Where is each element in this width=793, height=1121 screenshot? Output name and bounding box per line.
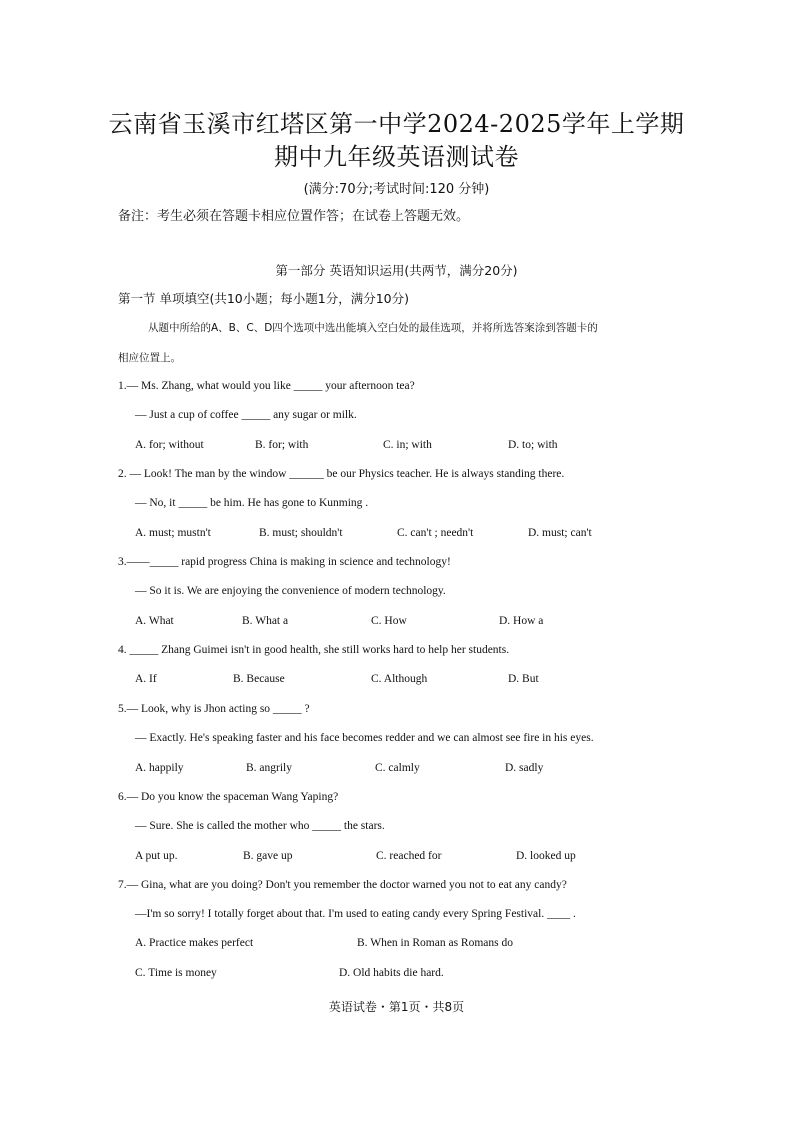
option-a: A. must; mustn't [135,527,211,539]
question-stem: 2. — Look! The man by the window ______ be our Physics teacher. He is always standing there. [118,468,565,480]
option-c: C. Although [371,673,428,685]
part-title: 第一部分 英语知识运用(共两节，满分20分) [275,263,518,278]
option-c: C. How [371,615,407,627]
question-stem: 7.— Gina, what are you doing? Don't you remember the doctor warned you not to eat any candy? [118,879,567,891]
option-c: C. can't ; needn't [397,527,474,539]
option-d: D. looked up [516,850,576,862]
option-d: D. sadly [505,762,544,774]
instruction-line-1: 从题中所给的A、B、C、D四个选项中选出能填入空白处的最佳选项，并将所选答案涂到答题卡的 [148,322,598,334]
question-reply: — Exactly. He's speaking faster and his face becomes redder and we can almost see fire in his eyes. [135,732,594,744]
question-reply: — No, it _____ be him. He has gone to Kunming . [135,497,369,509]
option-a: A put up. [135,850,178,862]
option-a: A. If [135,673,157,685]
option-d: D. Old habits die hard. [339,967,444,979]
section-title: 第一节 单项填空(共10小题；每小题1分，满分10分) [118,291,409,306]
option-b: B. angrily [246,762,292,774]
option-b: B. must; shouldn't [259,527,343,539]
option-b: B. Because [233,673,285,685]
option-d: D. But [508,673,539,685]
page-footer: 英语试卷・第1页・共8页 [328,1000,465,1014]
question-reply: —I'm so sorry! I totally forget about that. I'm used to eating candy every Spring Festival. ____ . [135,908,576,920]
option-c: C. calmly [375,762,420,774]
question-stem: 5.— Look, why is Jhon acting so _____ ? [118,703,310,715]
exam-note: 备注：考生必须在答题卡相应位置作答；在试卷上答题无效。 [118,209,470,224]
option-d: D. to; with [508,439,558,451]
option-a: A. for; without [135,439,204,451]
option-a: A. What [135,615,174,627]
option-b: B. gave up [243,850,293,862]
exam-title-line-1: 云南省玉溪市红塔区第一中学2024-2025学年上学期 [108,110,685,138]
option-a: A. Practice makes perfect [135,937,254,949]
option-b: B. When in Roman as Romans do [357,937,513,949]
option-d: D. must; can't [528,527,592,539]
question-stem: 3.——_____ rapid progress China is making in science and technology! [118,556,451,568]
option-d: D. How a [499,615,544,627]
question-reply: — So it is. We are enjoying the convenience of modern technology. [135,585,446,597]
option-c: C. in; with [383,439,432,451]
option-a: A. happily [135,762,184,774]
question-stem: 1.— Ms. Zhang, what would you like _____ your afternoon tea? [118,380,415,392]
option-c: C. reached for [376,850,442,862]
question-stem: 4. _____ Zhang Guimei isn't in good health, she still works hard to help her students. [118,644,510,656]
exam-title-line-2: 期中九年级英语测试卷 [274,143,519,171]
option-b: B. for; with [255,439,309,451]
exam-subtitle: (满分:70分;考试时间:120 分钟) [303,182,490,197]
question-reply: — Sure. She is called the mother who _____ the stars. [135,820,385,832]
question-stem: 6.— Do you know the spaceman Wang Yaping? [118,791,339,803]
option-c: C. Time is money [135,967,217,979]
option-b: B. What a [242,615,289,627]
instruction-line-2: 相应位置上。 [118,352,181,364]
question-reply: — Just a cup of coffee _____ any sugar or milk. [135,409,357,421]
